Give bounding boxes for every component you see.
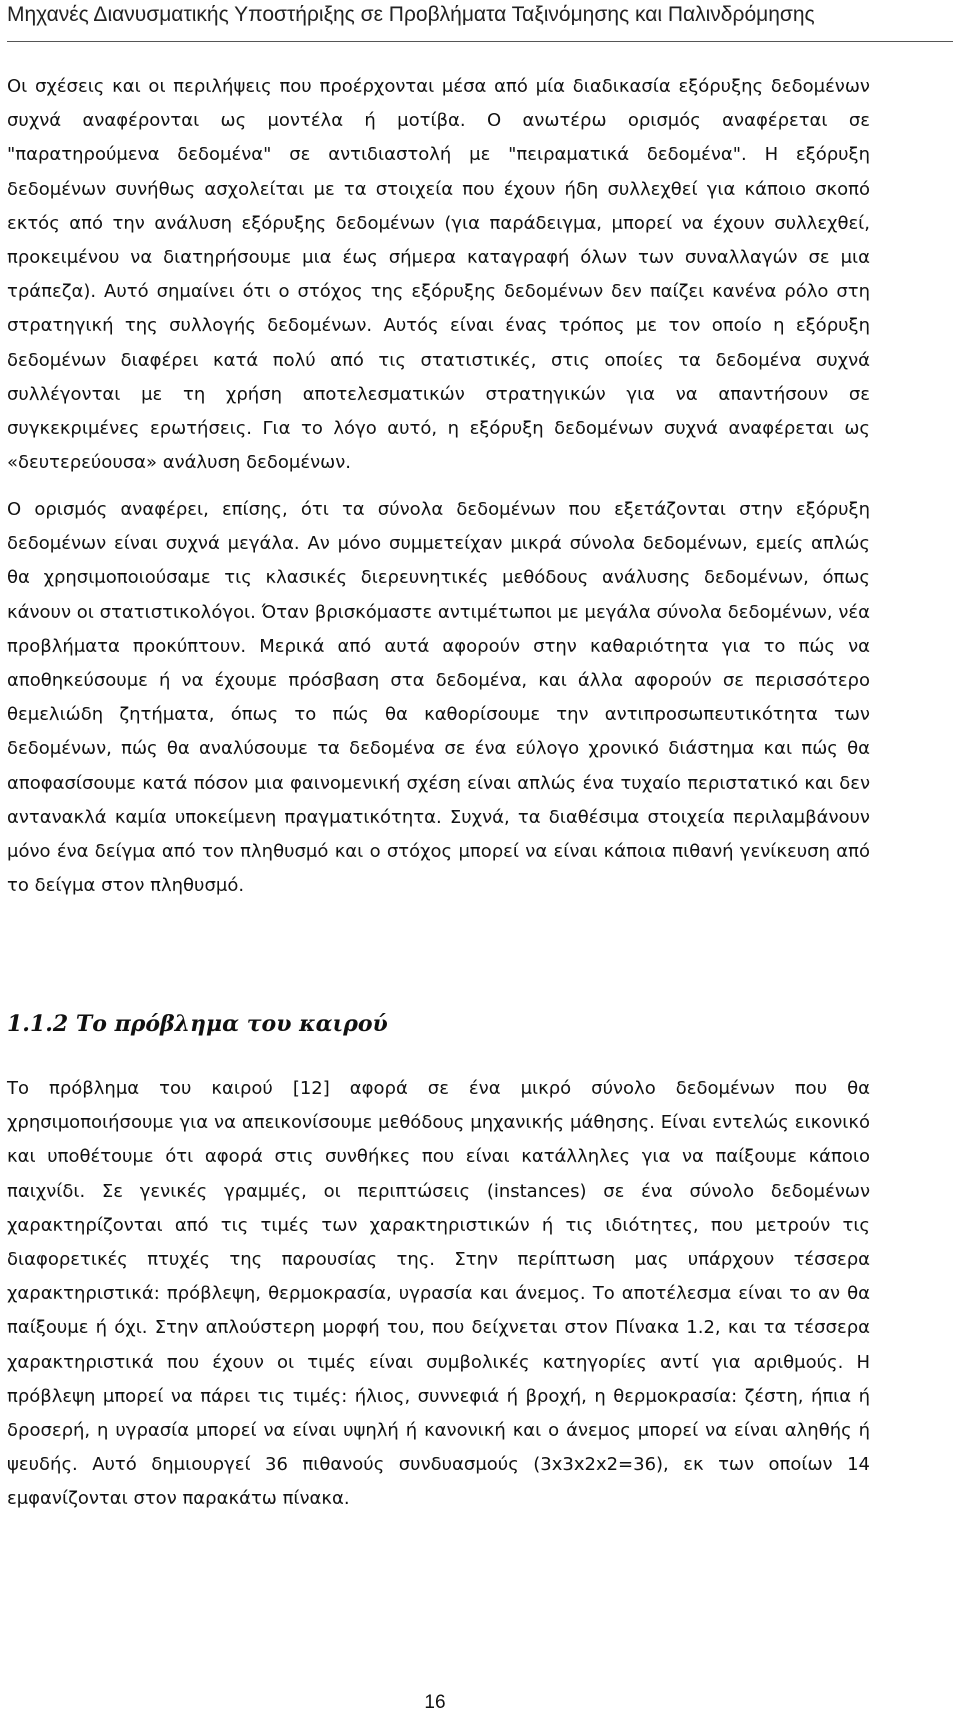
running-header: Μηχανές Διανυσματικής Υποστήριξης σε Προβλήματα Ταξινόμησης και Παλινδρόμησης bbox=[7, 3, 815, 26]
paragraph: Το πρόβλημα του καιρού [12] αφορά σε ένα μικρό σύνολο δεδομένων που θα χρησιμοποιήσουμε για να απεικονίσουμε μεθόδους μηχανικής μάθησης. Είναι εντελώς εικονικό και υποθέτουμε ότι αφορά στις συνθήκες που είναι κατάλληλες για να παίξουμε κάποιο παιχνίδι. Σε γενικές γραμμές, οι περιπτώσεις (instances) σε ένα σύνολο δεδομένων χαρακτηρίζονται από τις τιμές των χαρακτηριστικών ή τις ιδιότητες, που μετρούν τις διαφορετικές πτυχές της παρουσίας της. Στην περίπτωση μας υπάρχουν τέσσερα χαρακτηριστικά: πρόβλεψη, θερμοκρασία, υγρασία και άνεμος. Το αποτέλεσμα είναι το αν θα παίξουμε ή όχι. Στην απλούστερη μορφή του, που δείχνεται στον Πίνακα 1.2, και τα τέσσερα χαρακτηριστικά που έχουν οι τιμές είναι συμβολικές κατηγορίες αντί για αριθμούς. Η πρόβλεψη μπορεί να πάρει τις τιμές: ήλιος, συννεφιά ή βροχή, η θερμοκρασία: ζέστη, ήπια ή δροσερή, η υγρασία μπορεί να είναι υψηλή ή κανονική και ο άνεμος μπορεί να είναι αληθής ή ψευδής. Αυτό δημιουργεί 36 πιθανούς συνδυασμούς (3x3x2x2=36), εκ των οποίων 14 εμφανίζονται στον παρακάτω πίνακα. bbox=[7, 1078, 870, 1510]
paragraph: Ο ορισμός αναφέρει, επίσης, ότι τα σύνολα δεδομένων που εξετάζονται στην εξόρυξη δεδομένων είναι συχνά μεγάλα. Αν μόνο συμμετείχαν μικρά σύνολα δεδομένων, εμείς απλώς θα χρησιμοποιούσαμε τις κλασικές διερευνητικές μεθόδους ανάλυσης δεδομένων, όπως κάνουν οι στατιστικολόγοι. Όταν βρισκόμαστε αντιμέτωποι με μεγάλα σύνολα δεδομένων, νέα προβλήματα προκύπτουν. Μερικά από αυτά αφορούν στην καθαριότητα για το πώς να αποθηκεύσουμε ή να έχουμε πρόσβαση στα δεδομένα, και άλλα αφορούν σε περισσότερο θεμελιώδη ζητήματα, όπως το πώς θα καθορίσουμε την αντιπροσωπευτικότητα των δεδομένων, πώς θα αναλύσουμε τα δεδομένα σε ένα εύλογο χρονικό διάστημα και πώς θα αποφασίσουμε κατά πόσον μια φαινομενική σχέση είναι απλώς ένα τυχαίο περιστατικό και δεν αντανακλά καμία υποκείμενη πραγματικότητα. Συχνά, τα διαθέσιμα στοιχεία περιλαμβάνουν μόνο ένα δείγμα από τον πληθυσμό και ο στόχος μπορεί να είναι κάποια πιθανή γενίκευση από το δείγμα στον πληθυσμό. bbox=[7, 499, 870, 897]
paragraph: Οι σχέσεις και οι περιλήψεις που προέρχονται μέσα από μία διαδικασία εξόρυξης δεδομένων συχνά αναφέρονται ως μοντέλα ή μοτίβα. Ο ανωτέρω ορισμός αναφέρεται σε "παρατηρούμενα δεδομένα" σε αντιδιαστολή με "πειραματικά δεδομένα". Η εξόρυξη δεδομένων συνήθως ασχολείται με τα στοιχεία που έχουν ήδη συλλεχθεί για κάποιο σκοπό εκτός από την ανάλυση εξόρυξης δεδομένων (για παράδειγμα, μπορεί να έχουν συλλεχθεί, προκειμένου να διατηρήσουμε μια έως σήμερα καταγραφή όλων των συναλλαγών σε μια τράπεζα). Αυτό σημαίνει ότι ο στόχος της εξόρυξης δεδομένων δεν παίζει κανένα ρόλο στη στρατηγική της συλλογής δεδομένων. Αυτός είναι ένας τρόπος με τον οποίο η εξόρυξη δεδομένων διαφέρει κατά πολύ από τις στατιστικές, στις οποίες τα δεδομένα συχνά συλλέγονται με τη χρήση αποτελεσματικών στρατηγικών για να απαντήσουν σε συγκεκριμένες ερωτήσεις. Για το λόγο αυτό, η εξόρυξη δεδομένων συχνά αναφέρεται ως «δευτερεύουσα» ανάλυση δεδομένων. bbox=[7, 76, 870, 474]
section-heading: 1.1.2 Το πρόβλημα του καιρού bbox=[7, 1011, 388, 1037]
page-number: 16 bbox=[424, 1692, 446, 1713]
header-rule bbox=[7, 41, 953, 42]
